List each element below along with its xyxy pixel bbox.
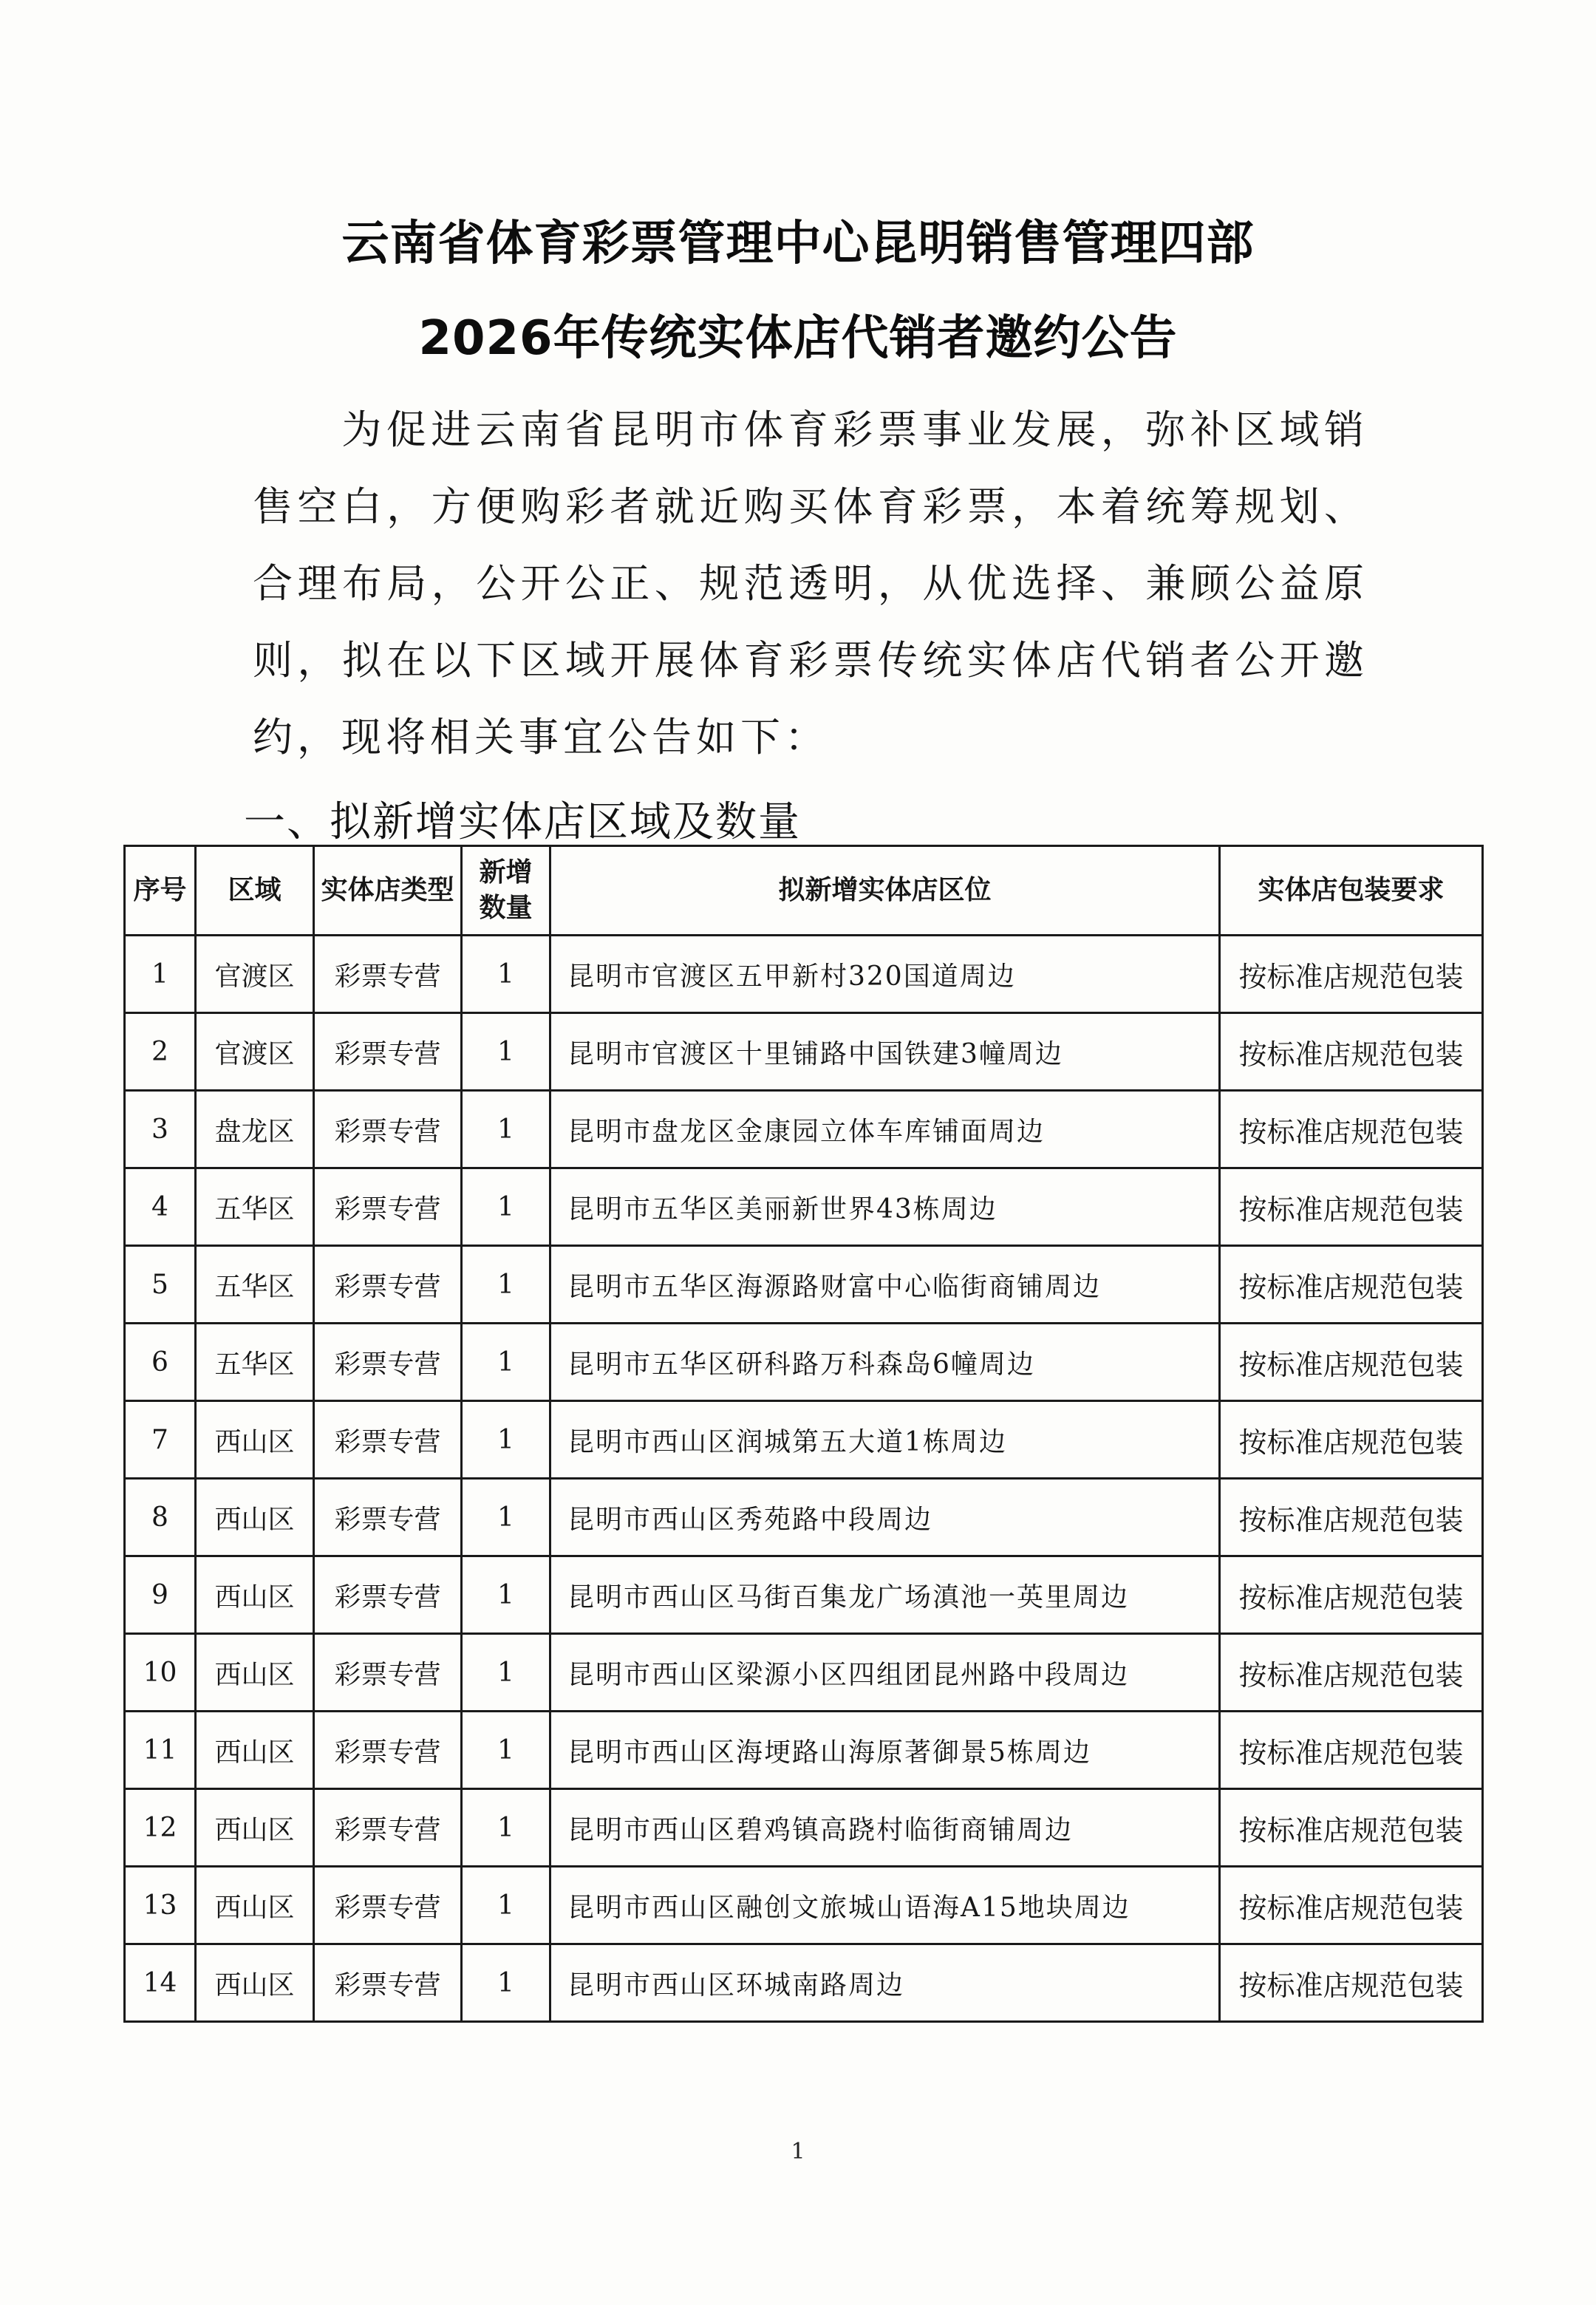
cell-packaging: 按标准店规范包装: [1220, 1712, 1483, 1789]
cell-index: 4: [125, 1168, 196, 1246]
header-district: 区域: [196, 846, 314, 936]
intro-paragraph: [253, 392, 1368, 776]
table-row: [125, 1867, 1483, 1944]
cell-index: 11: [125, 1712, 196, 1789]
cell-index: 6: [125, 1324, 196, 1401]
cell-district: 西山区: [196, 1479, 314, 1556]
cell-index: 12: [125, 1789, 196, 1867]
cell-district: 西山区: [196, 1556, 314, 1634]
cell-quantity: 1: [462, 1013, 550, 1091]
cell-location: 昆明市西山区润城第五大道1栋周边: [550, 1401, 1220, 1479]
cell-district: 西山区: [196, 1712, 314, 1789]
cell-index: 1: [125, 936, 196, 1013]
cell-location: 昆明市五华区美丽新世界43栋周边: [550, 1168, 1220, 1246]
cell-location: 昆明市盘龙区金康园立体车库铺面周边: [550, 1091, 1220, 1168]
cell-location: 昆明市西山区梁源小区四组团昆州路中段周边: [550, 1634, 1220, 1712]
cell-packaging: 按标准店规范包装: [1220, 1556, 1483, 1634]
cell-store-type: 彩票专营: [314, 1246, 462, 1324]
cell-quantity: 1: [462, 1246, 550, 1324]
header-location: 拟新增实体店区位: [550, 846, 1220, 936]
cell-packaging: 按标准店规范包装: [1220, 1479, 1483, 1556]
cell-packaging: 按标准店规范包装: [1220, 1013, 1483, 1091]
cell-district: 五华区: [196, 1246, 314, 1324]
table-row: [125, 1944, 1483, 2022]
cell-store-type: 彩票专营: [314, 936, 462, 1013]
cell-packaging: 按标准店规范包装: [1220, 1246, 1483, 1324]
cell-store-type: 彩票专营: [314, 1712, 462, 1789]
cell-location: 昆明市官渡区十里铺路中国铁建3幢周边: [550, 1013, 1220, 1091]
cell-index: 7: [125, 1401, 196, 1479]
cell-quantity: 1: [462, 1401, 550, 1479]
table-row: [125, 1168, 1483, 1246]
cell-district: 五华区: [196, 1168, 314, 1246]
cell-store-type: 彩票专营: [314, 1867, 462, 1944]
cell-quantity: 1: [462, 1479, 550, 1556]
section-heading: 一、拟新增实体店区域及数量: [244, 798, 801, 846]
cell-location: 昆明市西山区碧鸡镇高跷村临街商铺周边: [550, 1789, 1220, 1867]
title-line-2: 2026年传统实体店代销者邀约公告: [418, 311, 1178, 366]
cell-district: 西山区: [196, 1944, 314, 2022]
cell-packaging: 按标准店规范包装: [1220, 936, 1483, 1013]
table-row: [125, 1401, 1483, 1479]
cell-location: 昆明市西山区融创文旅城山语海A15地块周边: [550, 1867, 1220, 1944]
table-row: [125, 1324, 1483, 1401]
cell-district: 西山区: [196, 1789, 314, 1867]
header-store-type: 实体店类型: [314, 846, 462, 936]
cell-store-type: 彩票专营: [314, 1479, 462, 1556]
cell-location: 昆明市官渡区五甲新村320国道周边: [550, 936, 1220, 1013]
cell-location: 昆明市五华区研科路万科森岛6幢周边: [550, 1324, 1220, 1401]
cell-quantity: 1: [462, 1324, 550, 1401]
cell-packaging: 按标准店规范包装: [1220, 1944, 1483, 2022]
cell-quantity: 1: [462, 1867, 550, 1944]
cell-index: 9: [125, 1556, 196, 1634]
header-index: 序号: [125, 846, 196, 936]
cell-district: 官渡区: [196, 936, 314, 1013]
cell-packaging: 按标准店规范包装: [1220, 1401, 1483, 1479]
cell-index: 14: [125, 1944, 196, 2022]
cell-packaging: 按标准店规范包装: [1220, 1168, 1483, 1246]
header-packaging: 实体店包装要求: [1220, 846, 1483, 936]
cell-packaging: 按标准店规范包装: [1220, 1091, 1483, 1168]
cell-packaging: 按标准店规范包装: [1220, 1867, 1483, 1944]
cell-store-type: 彩票专营: [314, 1324, 462, 1401]
cell-location: 昆明市西山区马街百集龙广场滇池一英里周边: [550, 1556, 1220, 1634]
cell-location: 昆明市西山区秀苑路中段周边: [550, 1479, 1220, 1556]
cell-store-type: 彩票专营: [314, 1789, 462, 1867]
cell-store-type: 彩票专营: [314, 1634, 462, 1712]
cell-district: 官渡区: [196, 1013, 314, 1091]
cell-index: 5: [125, 1246, 196, 1324]
cell-quantity: 1: [462, 1712, 550, 1789]
cell-store-type: 彩票专营: [314, 1401, 462, 1479]
table-row: [125, 1712, 1483, 1789]
cell-store-type: 彩票专营: [314, 1168, 462, 1246]
cell-location: 昆明市西山区海埂路山海原著御景5栋周边: [550, 1712, 1220, 1789]
table-row: [125, 1479, 1483, 1556]
cell-store-type: 彩票专营: [314, 1091, 462, 1168]
table-row: [125, 1091, 1483, 1168]
cell-district: 西山区: [196, 1401, 314, 1479]
table-row: [125, 1789, 1483, 1867]
table-row: [125, 936, 1483, 1013]
cell-district: 西山区: [196, 1867, 314, 1944]
cell-quantity: 1: [462, 1634, 550, 1712]
cell-quantity: 1: [462, 1091, 550, 1168]
cell-district: 西山区: [196, 1634, 314, 1712]
cell-packaging: 按标准店规范包装: [1220, 1789, 1483, 1867]
cell-district: 五华区: [196, 1324, 314, 1401]
cell-packaging: 按标准店规范包装: [1220, 1634, 1483, 1712]
cell-packaging: 按标准店规范包装: [1220, 1324, 1483, 1401]
cell-index: 10: [125, 1634, 196, 1712]
cell-index: 13: [125, 1867, 196, 1944]
page-number: 1: [791, 2139, 805, 2165]
regions-table: [123, 845, 1484, 2023]
cell-quantity: 1: [462, 936, 550, 1013]
title-line-1: 云南省体育彩票管理中心昆明销售管理四部: [341, 217, 1255, 271]
intro-text: 为促进云南省昆明市体育彩票事业发展，弥补区域销售空白，方便购彩者就近购买体育彩票，本着统筹规划、合理布局，公开公正、规范透明，从优选择、兼顾公益原则，拟在以下区域开展体育彩票传统实体店代销者公开邀约，现将相关事宜公告如下：: [253, 406, 1368, 760]
cell-store-type: 彩票专营: [314, 1556, 462, 1634]
table-row: [125, 1246, 1483, 1324]
table-header-row: [125, 846, 1483, 936]
cell-store-type: 彩票专营: [314, 1944, 462, 2022]
cell-index: 2: [125, 1013, 196, 1091]
table-row: [125, 1013, 1483, 1091]
cell-index: 8: [125, 1479, 196, 1556]
table-row: [125, 1556, 1483, 1634]
cell-quantity: 1: [462, 1556, 550, 1634]
cell-location: 昆明市西山区环城南路周边: [550, 1944, 1220, 2022]
cell-index: 3: [125, 1091, 196, 1168]
header-quantity: 新增数量: [462, 846, 550, 936]
cell-location: 昆明市五华区海源路财富中心临街商铺周边: [550, 1246, 1220, 1324]
cell-quantity: 1: [462, 1168, 550, 1246]
table-row: [125, 1634, 1483, 1712]
cell-quantity: 1: [462, 1944, 550, 2022]
cell-district: 盘龙区: [196, 1091, 314, 1168]
cell-quantity: 1: [462, 1789, 550, 1867]
cell-store-type: 彩票专营: [314, 1013, 462, 1091]
